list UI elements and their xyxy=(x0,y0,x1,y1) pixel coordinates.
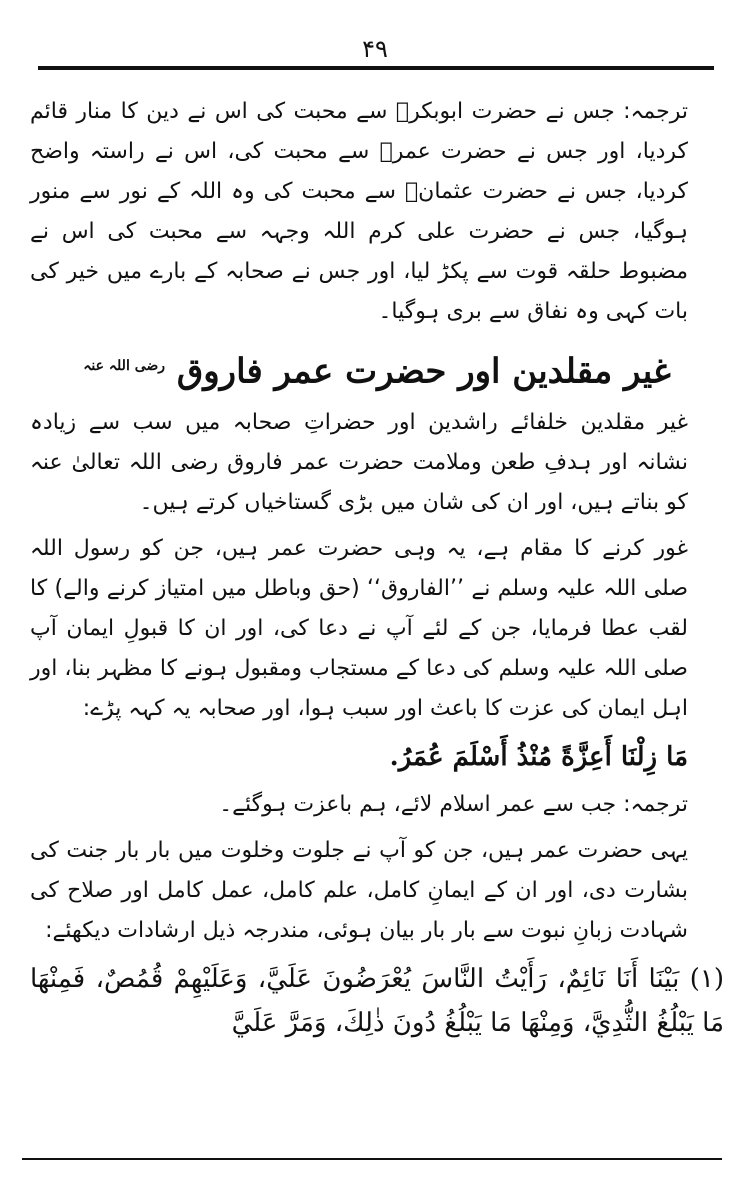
section-heading xyxy=(30,338,724,399)
hadith-text: (۱) بَيْنَا أَنَا نَائِمٌ، رَأَيْتُ النَّاسَ يُعْرَضُونَ عَلَيَّ، وَعَلَيْهِمْ قُمُصٌ، فَمِنْهَا مَا يَبْلُغُ الثُّدِيَّ، وَمِنْهَا مَا يَبْلُغُ دُونَ ذٰلِكَ، وَمَرَّ عَلَيَّ xyxy=(30,964,724,1039)
translation-paragraph: ترجمہ: جس نے حضرت ابوبکرؓ سے محبت کی اس نے دین کا منار قائم کردیا، اور جس نے حضرت عمرؓ سے محبت کی، اس نے راستہ واضح کردیا، جس نے حضرت عثمانؓ سے محبت کی وہ اللہ کے نور سے منور ہوگیا، جس نے حضرت علی کرم اللہ وجہہ سے محبت کی اس نے مضبوط حلقہ قوت سے پکڑ لیا، اور جس نے صحابہ کے بارے میں خیر کی بات کہی وہ نفاق سے بری ہوگیا۔ xyxy=(30,99,688,324)
header-rule xyxy=(38,66,714,70)
translation-paragraph: ترجمہ: جب سے عمر اسلام لائے، ہم باعزت ہوگئے۔ xyxy=(219,792,688,818)
page-body xyxy=(30,92,724,1051)
body-paragraph: غیر مقلدین خلفائے راشدین اور حضراتِ صحابہ میں سب سے زیادہ نشانہ اور ہدفِ طعن وملامت حضرت عمر فاروق رضی اللہ تعالیٰ عنہ کو بناتے ہیں، اور ان کی شان میں بڑی گستاخیاں کرتے ہیں۔ xyxy=(30,410,688,516)
body-paragraph: غور کرنے کا مقام ہے، یہ وہی حضرت عمر ہیں، جن کو رسول اللہ صلی اللہ علیہ وسلم نے ’’الفاروق‘‘ (حق وباطل میں امتیاز کرنے والے) کا لقب عطا فرمایا، جن کے لئے آپ نے دعا کی، اور ان کا قبولِ ایمان آپ صلی اللہ علیہ وسلم کی دعا کے مستجاب ومقبول ہونے کا مظہر بنا، اور اہل ایمان کی عزت کا باعث اور سبب ہوا، اور صحابہ یہ کہہ پڑے: xyxy=(30,536,688,722)
body-paragraph: یہی حضرت عمر ہیں، جن کو آپ نے جلوت وخلوت میں بار بار جنت کی بشارت دی، اور ان کے ایمانِ کامل، علم کامل، عمل کامل اور صلاح کی شہادت زبانِ نبوت سے بار بار بیان ہوئی، مندرجہ ذیل ارشادات دیکھئے: xyxy=(30,838,688,944)
arabic-quote: مَا زِلْنَا أَعِزَّةً مُنْذُ أَسْلَمَ عُمَرُ. xyxy=(389,742,688,773)
heading-text: غیر مقلدین اور حضرت عمر فاروق xyxy=(176,351,671,392)
footer-rule xyxy=(22,1158,722,1160)
honorific-mark: رضی اللہ عنہ xyxy=(83,358,166,374)
page-number: ۴۹ xyxy=(362,35,388,63)
